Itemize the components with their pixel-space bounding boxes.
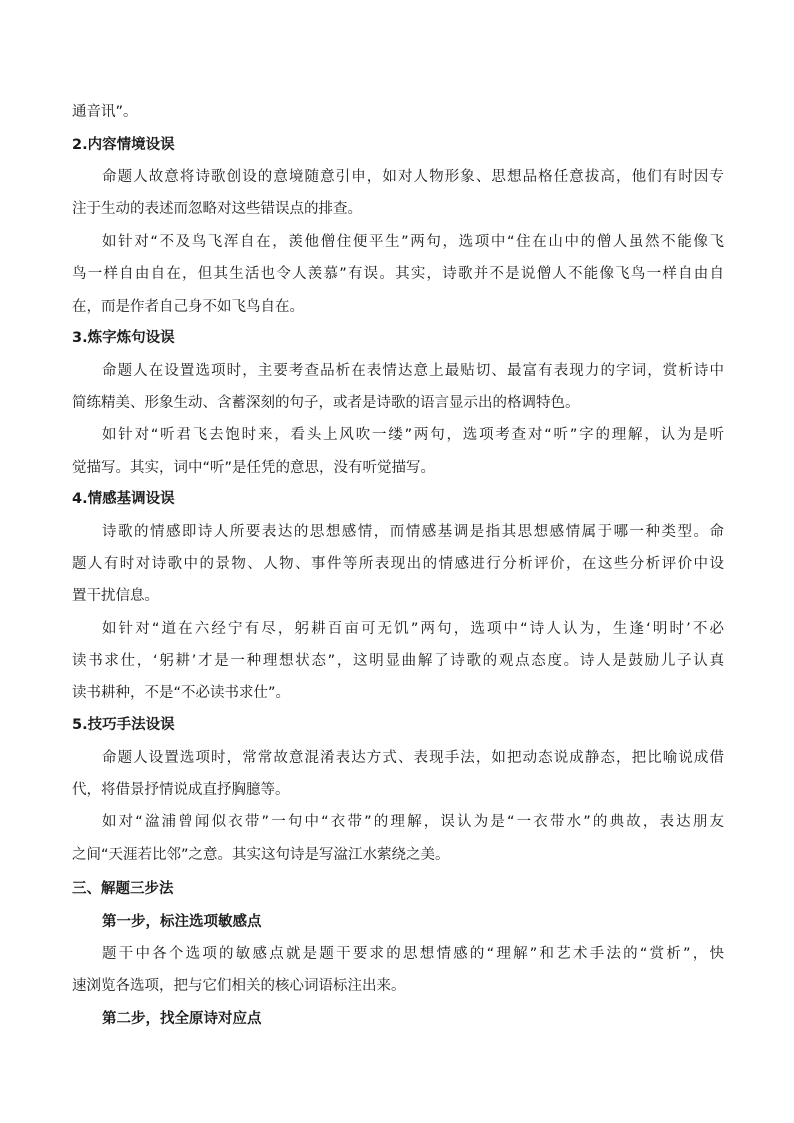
paragraph-line: 命题人在设置选项时，主要考查品析在表情达意上最贴切、最富有表现力的字词，赏析诗中 [102, 363, 724, 379]
section-heading: 4.情感基调设误 [72, 491, 175, 507]
paragraph-line: 题干中各个选项的敏感点就是题干要求的思想情感的“理解”和艺术手法的“赏析”，快 [102, 946, 724, 962]
paragraph-line: 如针对“听君飞去饱时来，看头上风吹一缕”两句，选项考查对“听”字的理解，认为是听 [102, 427, 724, 443]
paragraph-line: 代，将借景抒情说成直抒胸臆等。 [72, 782, 290, 798]
paragraph-line: 觉描写。其实，词中“听”是任凭的意思，没有听觉描写。 [72, 460, 436, 476]
paragraph-line: 注于生动的表述而忽略对这些错误点的排查。 [72, 201, 362, 217]
section-heading: 5.技巧手法设误 [72, 717, 175, 733]
paragraph-line: 命题人故意将诗歌创设的意境随意引申，如对人物形象、思想品格任意拔高，他们有时因专 [102, 169, 724, 185]
paragraph-line: 之间“天涯若比邻”之意。其实这句诗是写湓江水萦绕之美。 [72, 847, 450, 863]
paragraph-line: 速浏览各选项，把与它们相关的核心词语标注出来。 [72, 978, 406, 994]
paragraph-line: 读书求仕，‘躬耕’才是一种理想状态”，这明显曲解了诗歌的观点态度。诗人是鼓励儿子认真 [72, 653, 724, 669]
paragraph-line: 置干扰信息。 [72, 588, 159, 604]
section-heading: 3.炼字炼句设误 [72, 330, 175, 346]
chapter-heading: 三、解题三步法 [72, 881, 174, 897]
step-heading: 第一步，标注选项敏感点 [102, 914, 262, 930]
paragraph-line: 读书耕种，不是“不必读书求仕”。 [72, 685, 291, 701]
paragraph-line: 如针对“不及鸟飞浑自在，羡他僧住便平生”两句，选项中“住在山中的僧人虽然不能像飞 [102, 234, 724, 250]
paragraph-line: 命题人设置选项时，常常故意混淆表达方式、表现手法，如把动态说成静态，把比喻说成借 [102, 750, 724, 766]
section-heading: 2.内容情境设误 [72, 137, 175, 153]
step-heading: 第二步，找全原诗对应点 [102, 1011, 262, 1027]
paragraph-line: 如对“湓浦曾闻似衣带”一句中“衣带”的理解，误认为是“一衣带水”的典故，表达朋友 [102, 814, 724, 830]
paragraph-line: 在，而是作者自己身不如飞鸟自在。 [72, 299, 304, 315]
paragraph-line: 鸟一样自由自在，但其生活也令人羡慕”有误。其实，诗歌并不是说僧人不能像飞鸟一样自由自 [72, 266, 724, 282]
paragraph-line: 诗歌的情感即诗人所要表达的思想感情，而情感基调是指其思想感情属于哪一种类型。命 [102, 524, 724, 540]
paragraph-line: 通音讯”。 [72, 104, 138, 120]
paragraph-line: 题人有时对诗歌中的景物、人物、事件等所表现出的情感进行分析评价，在这些分析评价中设 [72, 556, 724, 572]
paragraph-line: 如针对“道在六经宁有尽，躬耕百亩可无饥”两句，选项中“诗人认为，生逢‘明时’不必 [102, 621, 724, 637]
paragraph-line: 简练精美、形象生动、含蓄深刻的句子，或者是诗歌的语言显示出的格调特色。 [72, 395, 580, 411]
